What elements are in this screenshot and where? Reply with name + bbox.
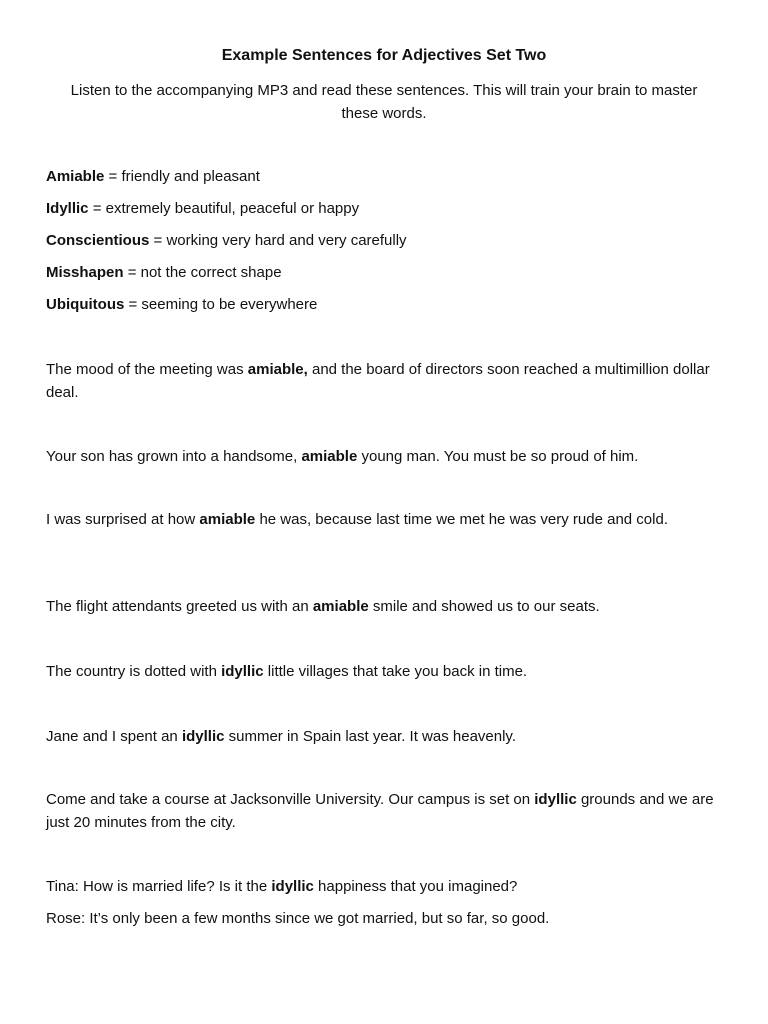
- definition-misshapen: [46, 261, 726, 284]
- sentence-keyword: amiable: [301, 448, 358, 465]
- sentence-text: Your son has grown into a handsome,: [46, 448, 302, 465]
- definition-word: Idyllic: [46, 200, 89, 217]
- sentence-text: Tina: How is married life? Is it the: [46, 878, 272, 895]
- sentence-text: grounds and we are just 20 minutes from the city.: [46, 791, 714, 831]
- definition-meaning: = seeming to be everywhere: [124, 296, 318, 313]
- sentence-text: Rose: It’s only been a few months since we got married, but so far, so good.: [46, 910, 550, 927]
- definition-amiable: [46, 165, 726, 188]
- sentence-2: [46, 445, 726, 468]
- definition-word: Conscientious: [46, 232, 150, 249]
- intro-paragraph: Listen to the accompanying MP3 and read these sentences. This will train your brain to master these words.: [70, 82, 698, 122]
- sentence-text: little villages that take you back in time.: [263, 663, 528, 680]
- definition-meaning: = not the correct shape: [123, 264, 282, 281]
- sentence-text: I was surprised at how: [46, 511, 200, 528]
- sentence-text: happiness that you imagined?: [313, 878, 518, 895]
- sentence-3: [46, 508, 726, 531]
- definition-idyllic: [46, 197, 726, 220]
- definition-meaning: = extremely beautiful, peaceful or happy: [88, 200, 360, 217]
- definition-meaning: = working very hard and very carefully: [149, 232, 407, 249]
- sentence-text: young man. You must be so proud of him.: [357, 448, 639, 465]
- sentence-keyword: amiable: [199, 511, 256, 528]
- page-title: Example Sentences for Adjectives Set Two: [221, 47, 547, 64]
- sentence-keyword: amiable,: [247, 361, 308, 378]
- sentence-5: [46, 660, 726, 683]
- sentence-text: Come and take a course at Jacksonville University. Our campus is set on: [46, 791, 535, 808]
- sentence-8: [46, 875, 726, 898]
- sentence-text: Jane and I spent an: [46, 728, 182, 745]
- definition-ubiquitous: [46, 293, 726, 316]
- sentence-text: The mood of the meeting was: [46, 361, 248, 378]
- sentence-keyword: idyllic: [181, 728, 225, 745]
- sentence-text: The flight attendants greeted us with an: [46, 598, 313, 615]
- sentence-keyword: idyllic: [271, 878, 314, 895]
- definition-word: Amiable: [46, 168, 105, 185]
- sentence-text: and the board of directors soon reached a multimillion dollar deal.: [46, 361, 710, 401]
- definition-word: Misshapen: [46, 264, 124, 281]
- sentence-6: [46, 725, 726, 748]
- sentence-1: [46, 358, 726, 404]
- definition-conscientious: [46, 229, 726, 252]
- sentence-4: [46, 595, 726, 618]
- sentence-keyword: idyllic: [534, 791, 577, 808]
- definition-meaning: = friendly and pleasant: [104, 168, 260, 185]
- sentence-keyword: amiable: [312, 598, 369, 615]
- definition-word: Ubiquitous: [46, 296, 125, 313]
- sentence-text: The country is dotted with: [46, 663, 222, 680]
- sentence-7: [46, 788, 726, 834]
- sentence-keyword: idyllic: [221, 663, 264, 680]
- sentence-9: [46, 907, 726, 930]
- sentence-text: smile and showed us to our seats.: [368, 598, 600, 615]
- sentence-text: he was, because last time we met he was very rude and cold.: [255, 511, 668, 528]
- sentence-text: summer in Spain last year. It was heavenly.: [224, 728, 516, 745]
